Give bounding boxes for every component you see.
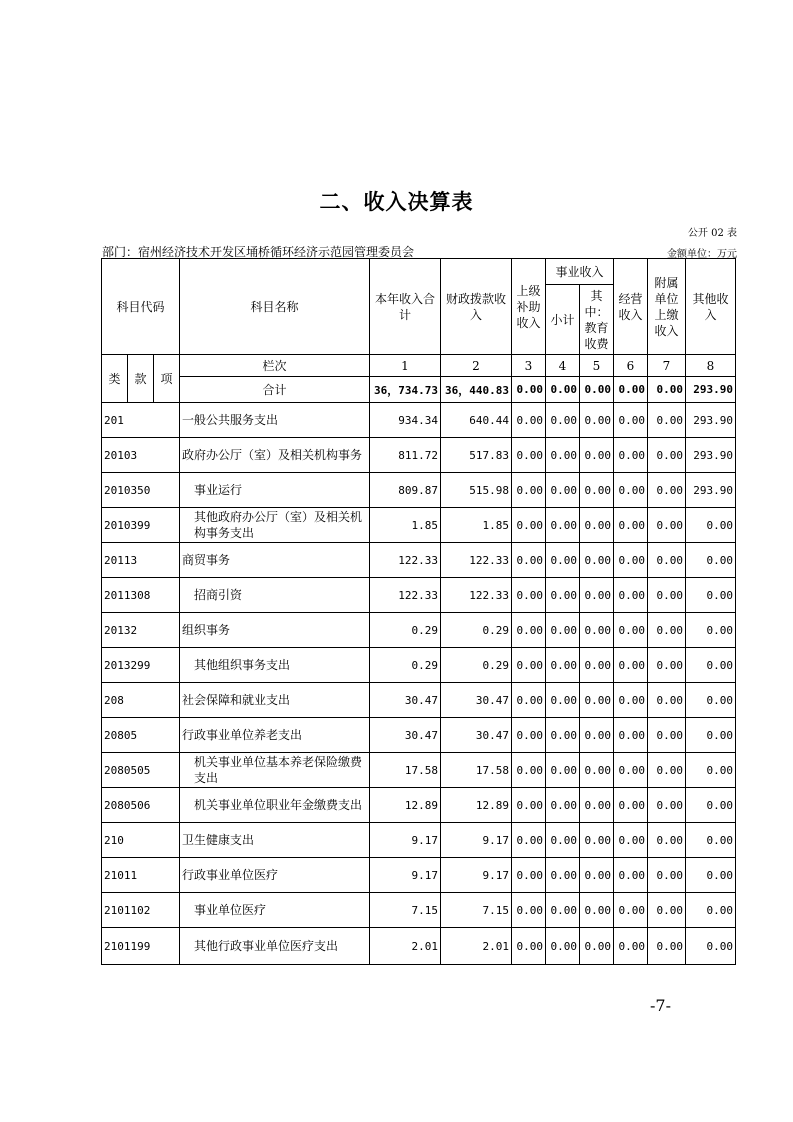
amount-cell: 0.00 xyxy=(614,508,648,543)
amount-cell: 0.00 xyxy=(648,403,686,438)
amount-cell: 0.00 xyxy=(580,578,614,613)
table-row xyxy=(102,858,736,893)
amount-cell: 0.00 xyxy=(686,928,736,965)
header-subtotal: 小计 xyxy=(546,285,580,355)
amount-cell: 0.00 xyxy=(614,438,648,473)
amount-cell: 0.00 xyxy=(580,928,614,965)
amount-cell: 30.47 xyxy=(441,718,512,753)
amount-cell: 0.00 xyxy=(546,403,580,438)
col-num: 3 xyxy=(512,355,546,377)
table-row xyxy=(102,613,736,648)
subject-code: 2080505 xyxy=(102,753,180,788)
amount-cell: 0.00 xyxy=(648,788,686,823)
amount-cell: 0.00 xyxy=(648,858,686,893)
amount-cell: 0.00 xyxy=(512,473,546,508)
amount-cell: 0.29 xyxy=(370,648,441,683)
amount-cell: 0.29 xyxy=(441,613,512,648)
amount-cell: 0.00 xyxy=(648,613,686,648)
amount-cell: 0.00 xyxy=(648,683,686,718)
subject-name: 机关事业单位职业年金缴费支出 xyxy=(180,788,370,823)
amount-cell: 12.89 xyxy=(370,788,441,823)
amount-cell: 0.00 xyxy=(546,438,580,473)
amount-cell: 515.98 xyxy=(441,473,512,508)
amount-cell: 809.87 xyxy=(370,473,441,508)
subject-name: 行政事业单位医疗 xyxy=(180,858,370,893)
amount-cell: 0.00 xyxy=(686,893,736,928)
header-affiliated: 附属单位上缴收入 xyxy=(648,259,686,355)
page-title: 二、收入决算表 xyxy=(319,190,474,214)
amount-cell: 0.00 xyxy=(546,753,580,788)
col-num: 6 xyxy=(614,355,648,377)
amount-cell: 0.00 xyxy=(546,473,580,508)
amount-cell: 0.29 xyxy=(441,648,512,683)
header-edu: 其中：教育收费 xyxy=(580,285,614,355)
amount-cell: 0.00 xyxy=(512,543,546,578)
amount-cell: 0.00 xyxy=(512,508,546,543)
amount-cell: 293.90 xyxy=(686,473,736,508)
amount-cell: 0.00 xyxy=(580,438,614,473)
amount-cell: 7.15 xyxy=(370,893,441,928)
amount-cell: 0.00 xyxy=(546,928,580,965)
amount-cell: 17.58 xyxy=(441,753,512,788)
amount-cell: 0.00 xyxy=(686,753,736,788)
total-value: 0.00 xyxy=(580,377,614,403)
amount-cell: 0.00 xyxy=(546,613,580,648)
total-value: 0.00 xyxy=(614,377,648,403)
amount-cell: 0.00 xyxy=(580,753,614,788)
table-row xyxy=(102,578,736,613)
amount-cell: 0.00 xyxy=(686,683,736,718)
amount-cell: 0.00 xyxy=(512,438,546,473)
amount-cell: 0.00 xyxy=(648,648,686,683)
amount-cell: 0.00 xyxy=(512,403,546,438)
amount-cell: 2.01 xyxy=(441,928,512,965)
amount-cell: 0.00 xyxy=(580,508,614,543)
subject-code: 201 xyxy=(102,403,180,438)
amount-cell: 0.00 xyxy=(648,753,686,788)
amount-cell: 30.47 xyxy=(441,683,512,718)
subject-name: 商贸事务 xyxy=(180,543,370,578)
amount-cell: 9.17 xyxy=(370,823,441,858)
amount-cell: 12.89 xyxy=(441,788,512,823)
amount-cell: 0.00 xyxy=(686,578,736,613)
amount-cell: 0.00 xyxy=(614,473,648,508)
amount-cell: 0.00 xyxy=(580,613,614,648)
amount-cell: 30.47 xyxy=(370,683,441,718)
amount-cell: 0.00 xyxy=(546,508,580,543)
amount-cell: 0.29 xyxy=(370,613,441,648)
total-value: 0.00 xyxy=(546,377,580,403)
total-value: 36，440.83 xyxy=(441,377,512,403)
amount-cell: 0.00 xyxy=(580,893,614,928)
amount-cell: 0.00 xyxy=(580,788,614,823)
amount-cell: 0.00 xyxy=(614,648,648,683)
subject-name: 社会保障和就业支出 xyxy=(180,683,370,718)
amount-cell: 0.00 xyxy=(614,928,648,965)
amount-cell: 0.00 xyxy=(614,753,648,788)
subject-code: 20132 xyxy=(102,613,180,648)
amount-cell: 0.00 xyxy=(580,718,614,753)
amount-cell: 0.00 xyxy=(512,718,546,753)
table-row xyxy=(102,648,736,683)
amount-cell: 0.00 xyxy=(686,613,736,648)
amount-cell: 0.00 xyxy=(512,648,546,683)
subject-code: 2010350 xyxy=(102,473,180,508)
amount-cell: 0.00 xyxy=(614,613,648,648)
header-lanci: 栏次 xyxy=(180,355,370,377)
amount-cell: 7.15 xyxy=(441,893,512,928)
amount-cell: 122.33 xyxy=(441,543,512,578)
amount-cell: 0.00 xyxy=(580,543,614,578)
amount-cell: 9.17 xyxy=(441,858,512,893)
amount-cell: 0.00 xyxy=(614,718,648,753)
subject-code: 20805 xyxy=(102,718,180,753)
table-row xyxy=(102,893,736,928)
subject-code: 2013299 xyxy=(102,648,180,683)
amount-cell: 0.00 xyxy=(648,893,686,928)
amount-cell: 0.00 xyxy=(512,893,546,928)
amount-cell: 0.00 xyxy=(512,578,546,613)
total-value: 293.90 xyxy=(686,377,736,403)
amount-cell: 0.00 xyxy=(648,473,686,508)
amount-cell: 0.00 xyxy=(648,718,686,753)
total-value: 36，734.73 xyxy=(370,377,441,403)
amount-cell: 1.85 xyxy=(441,508,512,543)
amount-cell: 0.00 xyxy=(686,718,736,753)
amount-cell: 0.00 xyxy=(580,858,614,893)
amount-cell: 0.00 xyxy=(546,788,580,823)
amount-cell: 1.85 xyxy=(370,508,441,543)
amount-cell: 0.00 xyxy=(546,648,580,683)
amount-cell: 0.00 xyxy=(580,403,614,438)
subject-name: 事业单位医疗 xyxy=(180,893,370,928)
amount-cell: 0.00 xyxy=(614,858,648,893)
amount-cell: 0.00 xyxy=(580,683,614,718)
amount-cell: 0.00 xyxy=(512,788,546,823)
subject-name: 行政事业单位养老支出 xyxy=(180,718,370,753)
header-kuan: 款 xyxy=(128,355,154,403)
amount-cell: 2.01 xyxy=(370,928,441,965)
amount-cell: 0.00 xyxy=(648,578,686,613)
amount-cell: 0.00 xyxy=(580,648,614,683)
amount-cell: 517.83 xyxy=(441,438,512,473)
unit-label: 金额单位：万元 xyxy=(667,249,737,260)
amount-cell: 0.00 xyxy=(648,508,686,543)
amount-cell: 0.00 xyxy=(648,438,686,473)
amount-cell: 640.44 xyxy=(441,403,512,438)
table-row xyxy=(102,928,736,965)
table-row xyxy=(102,823,736,858)
header-total: 本年收入合计 xyxy=(370,259,441,355)
amount-cell: 0.00 xyxy=(512,683,546,718)
amount-cell: 293.90 xyxy=(686,403,736,438)
form-code: 公开 02 表 xyxy=(687,228,737,239)
income-table xyxy=(101,258,736,965)
col-num: 5 xyxy=(580,355,614,377)
col-num: 4 xyxy=(546,355,580,377)
total-value: 0.00 xyxy=(648,377,686,403)
amount-cell: 0.00 xyxy=(614,683,648,718)
subject-code: 2101199 xyxy=(102,928,180,965)
amount-cell: 0.00 xyxy=(686,508,736,543)
header-other: 其他收入 xyxy=(686,259,736,355)
amount-cell: 0.00 xyxy=(546,823,580,858)
amount-cell: 122.33 xyxy=(370,578,441,613)
amount-cell: 0.00 xyxy=(580,823,614,858)
amount-cell: 0.00 xyxy=(686,823,736,858)
table-row xyxy=(102,718,736,753)
header-lei: 类 xyxy=(102,355,128,403)
amount-cell: 0.00 xyxy=(648,543,686,578)
amount-cell: 122.33 xyxy=(441,578,512,613)
subject-name: 事业运行 xyxy=(180,473,370,508)
subject-name: 一般公共服务支出 xyxy=(180,403,370,438)
subject-code: 2010399 xyxy=(102,508,180,543)
amount-cell: 0.00 xyxy=(614,788,648,823)
amount-cell: 0.00 xyxy=(546,683,580,718)
subject-code: 20103 xyxy=(102,438,180,473)
amount-cell: 934.34 xyxy=(370,403,441,438)
table-row xyxy=(102,438,736,473)
table-row xyxy=(102,683,736,718)
subject-code: 2101102 xyxy=(102,893,180,928)
amount-cell: 0.00 xyxy=(614,893,648,928)
col-num: 7 xyxy=(648,355,686,377)
header-code: 科目代码 xyxy=(102,259,180,355)
col-num: 2 xyxy=(441,355,512,377)
header-name: 科目名称 xyxy=(180,259,370,355)
subject-code: 2011308 xyxy=(102,578,180,613)
table-row xyxy=(102,403,736,438)
total-label: 合计 xyxy=(180,377,370,403)
header-fiscal: 财政拨款收入 xyxy=(441,259,512,355)
header-superior: 上级补助收入 xyxy=(512,259,546,355)
col-num: 8 xyxy=(686,355,736,377)
header-xiang: 项 xyxy=(154,355,180,403)
amount-cell: 0.00 xyxy=(546,858,580,893)
amount-cell: 811.72 xyxy=(370,438,441,473)
total-value: 0.00 xyxy=(512,377,546,403)
amount-cell: 0.00 xyxy=(512,928,546,965)
subject-name: 招商引资 xyxy=(180,578,370,613)
amount-cell: 0.00 xyxy=(546,578,580,613)
amount-cell: 0.00 xyxy=(546,893,580,928)
amount-cell: 9.17 xyxy=(370,858,441,893)
amount-cell: 0.00 xyxy=(580,473,614,508)
amount-cell: 0.00 xyxy=(614,543,648,578)
amount-cell: 0.00 xyxy=(648,823,686,858)
subject-code: 20113 xyxy=(102,543,180,578)
amount-cell: 0.00 xyxy=(686,858,736,893)
amount-cell: 0.00 xyxy=(648,928,686,965)
amount-cell: 293.90 xyxy=(686,438,736,473)
table-row xyxy=(102,508,736,543)
table-row xyxy=(102,543,736,578)
amount-cell: 0.00 xyxy=(614,578,648,613)
table-row xyxy=(102,788,736,823)
department-label: 部门：宿州经济技术开发区埇桥循环经济示范园管理委员会 xyxy=(102,245,415,259)
table-row xyxy=(102,473,736,508)
page-number: -7- xyxy=(650,996,671,1015)
header-operating: 经营收入 xyxy=(614,259,648,355)
subject-name: 卫生健康支出 xyxy=(180,823,370,858)
subject-code: 208 xyxy=(102,683,180,718)
amount-cell: 0.00 xyxy=(512,823,546,858)
amount-cell: 0.00 xyxy=(686,648,736,683)
amount-cell: 0.00 xyxy=(546,543,580,578)
subject-name: 其他组织事务支出 xyxy=(180,648,370,683)
amount-cell: 122.33 xyxy=(370,543,441,578)
table-row xyxy=(102,753,736,788)
subject-name: 机关事业单位基本养老保险缴费支出 xyxy=(180,753,370,788)
subject-code: 2080506 xyxy=(102,788,180,823)
amount-cell: 0.00 xyxy=(512,858,546,893)
subject-name: 其他政府办公厅（室）及相关机构事务支出 xyxy=(180,508,370,543)
subject-code: 21011 xyxy=(102,858,180,893)
header-business: 事业收入 xyxy=(546,259,614,285)
amount-cell: 0.00 xyxy=(614,823,648,858)
amount-cell: 17.58 xyxy=(370,753,441,788)
subject-name: 其他行政事业单位医疗支出 xyxy=(180,928,370,965)
amount-cell: 0.00 xyxy=(686,788,736,823)
amount-cell: 0.00 xyxy=(614,403,648,438)
subject-name: 政府办公厅（室）及相关机构事务 xyxy=(180,438,370,473)
amount-cell: 0.00 xyxy=(512,613,546,648)
amount-cell: 0.00 xyxy=(546,718,580,753)
amount-cell: 0.00 xyxy=(686,543,736,578)
col-num: 1 xyxy=(370,355,441,377)
amount-cell: 30.47 xyxy=(370,718,441,753)
amount-cell: 0.00 xyxy=(512,753,546,788)
subject-code: 210 xyxy=(102,823,180,858)
amount-cell: 9.17 xyxy=(441,823,512,858)
subject-name: 组织事务 xyxy=(180,613,370,648)
